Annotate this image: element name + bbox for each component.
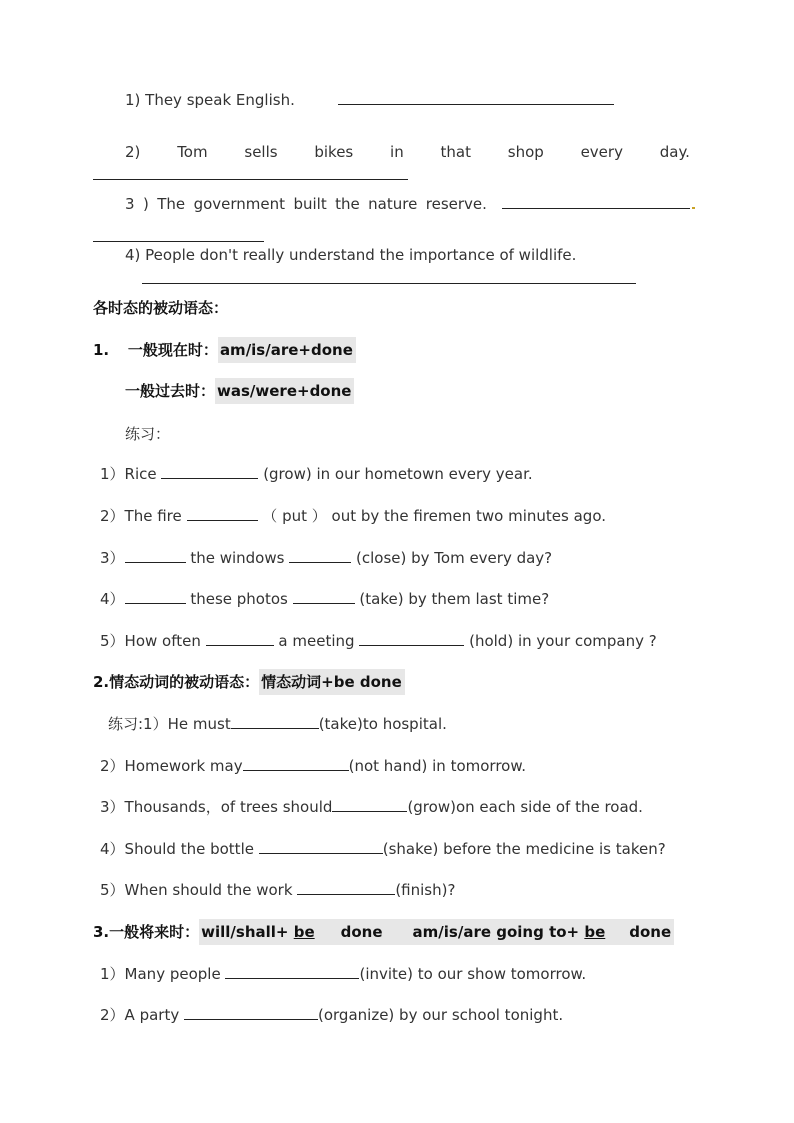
answer-blank[interactable] bbox=[231, 714, 319, 729]
item-text: Thousands，of trees should bbox=[124, 798, 333, 816]
item-number: 4） bbox=[100, 590, 125, 608]
section-2-heading bbox=[93, 672, 405, 692]
tense-label: 2.情态动词的被动语态： bbox=[93, 673, 260, 691]
rewrite-question-3 bbox=[125, 194, 690, 214]
section-3-heading bbox=[93, 922, 674, 942]
word: day. bbox=[659, 143, 690, 161]
formula bbox=[199, 919, 674, 945]
item-text: the windows bbox=[190, 549, 285, 567]
answer-blank[interactable] bbox=[93, 241, 264, 242]
answer-blank[interactable] bbox=[259, 839, 383, 854]
item-text: (hold) in your company ? bbox=[469, 632, 657, 650]
formula: am/is/are+done bbox=[218, 337, 356, 363]
exercise-item bbox=[100, 506, 606, 526]
word: bikes bbox=[314, 143, 354, 161]
exercise-item bbox=[100, 839, 666, 859]
section-1-present bbox=[93, 340, 356, 360]
word: sells bbox=[244, 143, 278, 161]
formula-part: will/shall+ bbox=[201, 923, 289, 941]
answer-blank[interactable] bbox=[187, 506, 258, 521]
item-text: Should the bottle bbox=[124, 840, 254, 858]
answer-blank[interactable] bbox=[332, 797, 407, 812]
item-number: 2） bbox=[100, 1006, 125, 1024]
item-text: (not hand) in tomorrow. bbox=[348, 757, 526, 775]
exercise-item bbox=[100, 464, 533, 484]
question-text: 1) They speak English. bbox=[125, 91, 295, 109]
formula-part: done bbox=[629, 923, 672, 941]
item-text: (organize) by our school tonight. bbox=[318, 1006, 564, 1024]
formula-part: done bbox=[340, 923, 383, 941]
item-text: (invite) to our show tomorrow. bbox=[359, 965, 587, 983]
mark bbox=[692, 207, 695, 209]
word: nature bbox=[368, 195, 418, 213]
item-text: a meeting bbox=[278, 632, 355, 650]
item-number: 1） bbox=[100, 965, 125, 983]
item-text: A party bbox=[124, 1006, 180, 1024]
item-text: (finish)? bbox=[395, 881, 456, 899]
answer-blank[interactable] bbox=[289, 548, 351, 563]
section-heading: 各时态的被动语态： bbox=[93, 299, 229, 317]
item-text: (take) by them last time? bbox=[359, 590, 550, 608]
item-text: these photos bbox=[190, 590, 288, 608]
answer-blank[interactable] bbox=[225, 964, 359, 979]
word: government bbox=[193, 195, 286, 213]
word: built bbox=[293, 195, 327, 213]
exercise-item bbox=[100, 880, 455, 900]
word: in bbox=[390, 143, 404, 161]
exercise-item bbox=[100, 964, 586, 984]
answer-blank[interactable] bbox=[206, 631, 274, 646]
exercise-item bbox=[100, 589, 549, 609]
answer-blank[interactable] bbox=[93, 179, 408, 180]
formula: was/were+done bbox=[215, 378, 354, 404]
word: ) bbox=[142, 195, 149, 213]
item-text: How often bbox=[124, 632, 201, 650]
item-number: 2） bbox=[100, 757, 125, 775]
exercise-item bbox=[108, 714, 447, 734]
word: that bbox=[440, 143, 471, 161]
word: The bbox=[157, 195, 186, 213]
formula-part: be bbox=[584, 923, 606, 941]
question-text: 4) People don't really understand the importance of wildlife. bbox=[125, 246, 577, 264]
answer-blank[interactable] bbox=[297, 880, 395, 895]
section-number: 1. bbox=[93, 341, 110, 359]
item-text: Many people bbox=[124, 965, 221, 983]
rewrite-question-4 bbox=[125, 245, 576, 265]
item-text: (shake) before the medicine is taken? bbox=[382, 840, 666, 858]
item-text: (close) by Tom every day? bbox=[356, 549, 553, 567]
answer-blank[interactable] bbox=[359, 631, 464, 646]
item-text: Homework may bbox=[124, 757, 243, 775]
exercise-item bbox=[100, 631, 657, 651]
practice-label: 练习： bbox=[125, 425, 171, 443]
word: the bbox=[335, 195, 360, 213]
answer-blank[interactable] bbox=[161, 464, 258, 479]
item-number: 3） bbox=[100, 549, 125, 567]
item-text: When should the work bbox=[124, 881, 293, 899]
tense-label: 一般过去时： bbox=[125, 382, 216, 400]
item-text: He must bbox=[167, 715, 231, 733]
word: every bbox=[580, 143, 623, 161]
answer-blank[interactable] bbox=[293, 589, 355, 604]
word: Tom bbox=[177, 143, 208, 161]
item-text: Rice bbox=[124, 465, 157, 483]
rewrite-question-2 bbox=[125, 142, 690, 162]
item-number: 5） bbox=[100, 881, 125, 899]
word: shop bbox=[507, 143, 544, 161]
answer-blank[interactable] bbox=[338, 90, 614, 105]
item-text: The fire bbox=[124, 507, 182, 525]
word: reserve. bbox=[425, 195, 487, 213]
exercise-item bbox=[100, 797, 643, 817]
section-1-past bbox=[125, 381, 354, 401]
exercise-item bbox=[100, 548, 552, 568]
answer-blank[interactable] bbox=[142, 283, 636, 284]
word: 2) bbox=[125, 143, 141, 161]
formula-part: be bbox=[293, 923, 315, 941]
item-text: (take)to hospital. bbox=[318, 715, 447, 733]
item-number: 1） bbox=[100, 465, 125, 483]
item-number: 2） bbox=[100, 507, 125, 525]
exercise-item bbox=[100, 1005, 563, 1025]
formula-part: am/is/are going to+ bbox=[412, 923, 580, 941]
tense-label: 一般现在时： bbox=[127, 341, 218, 359]
tense-label: 3.一般将来时： bbox=[93, 923, 200, 941]
item-number: 3） bbox=[100, 798, 125, 816]
answer-blank[interactable] bbox=[184, 1005, 318, 1020]
item-text: （ put ） out by the firemen two minutes ago. bbox=[262, 507, 607, 525]
exercise-item bbox=[100, 756, 526, 776]
answer-blank[interactable] bbox=[502, 194, 690, 209]
item-text: (grow)on each side of the road. bbox=[407, 798, 643, 816]
item-number: 练习:1） bbox=[108, 715, 168, 733]
answer-blank[interactable] bbox=[125, 589, 186, 604]
answer-blank[interactable] bbox=[125, 548, 186, 563]
item-number: 4） bbox=[100, 840, 125, 858]
rewrite-question-1 bbox=[125, 90, 614, 110]
item-text: (grow) in our hometown every year. bbox=[263, 465, 533, 483]
formula: 情态动词+be done bbox=[259, 669, 405, 695]
answer-blank[interactable] bbox=[243, 756, 349, 771]
word: 3 bbox=[125, 195, 135, 213]
item-number: 5） bbox=[100, 632, 125, 650]
